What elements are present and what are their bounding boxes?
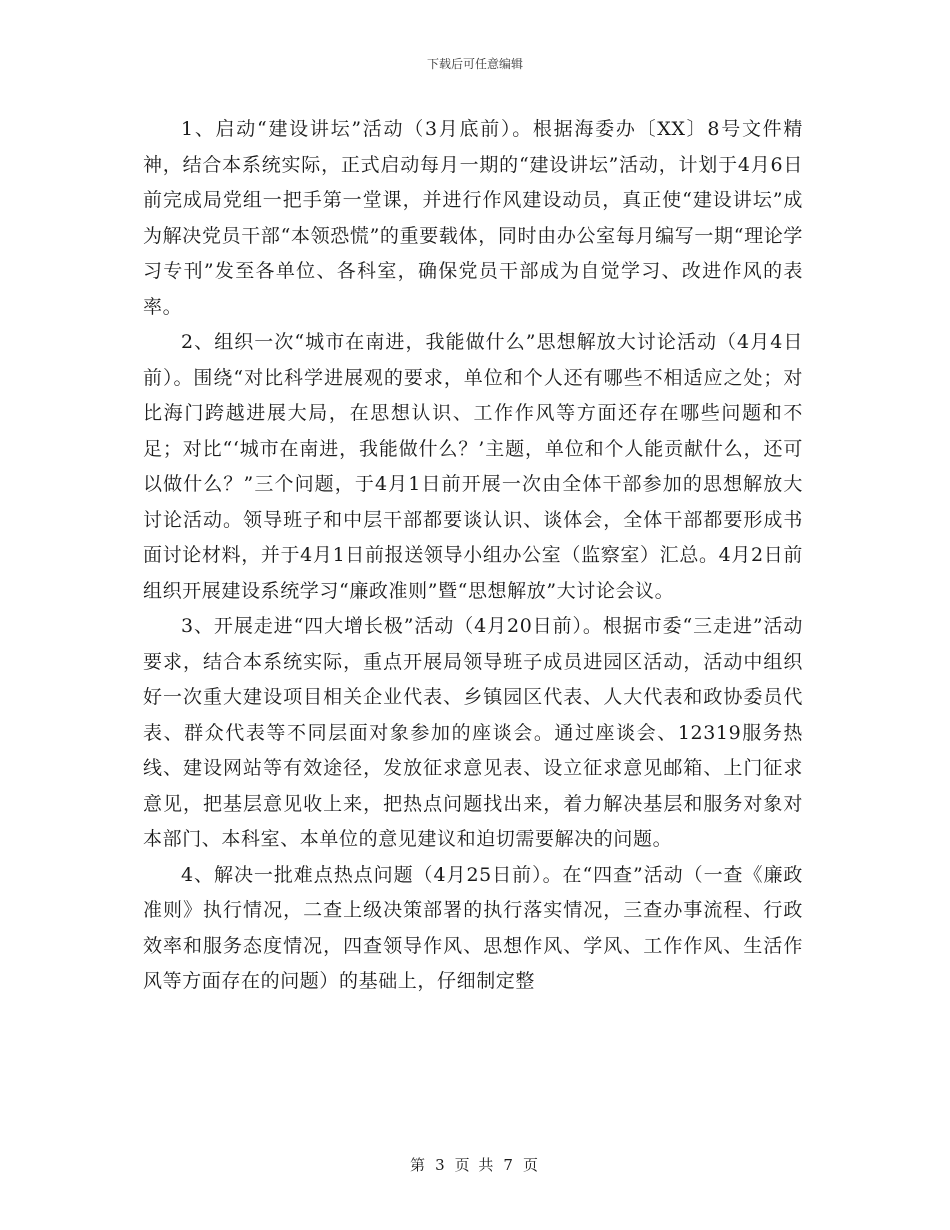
page-footer [0,1154,950,1175]
footer-middle: 页 共 [454,1156,496,1174]
document-body [143,112,803,1000]
paragraph-3: 3、开展走进“四大增长极”活动（4月20日前）。根据市委“三走进”活动要求，结合本系统实际，重点开展局领导班子成员进园区活动，活动中组织好一次重大建设项目相关企业代表、乡镇园区代表、人大代表和政协委员代表、群众代表等不同层面对象参加的座谈会。通过座谈会、12319服务热线、建设网站等有效途径，发放征求意见表、设立征求意见邮箱、上门征求意见，把基层意见收上来，把热点问题找出来，着力解决基层和服务对象对本部门、本科室、本单位的意见建议和迫切需要解决的问题。 [143,615,803,850]
footer-suffix: 页 [522,1156,540,1174]
page-header-note: 下载后可任意编辑 [426,57,523,71]
footer-current-page: 3 [435,1156,447,1174]
paragraph-1: 1、启动“建设讲坛”活动（3月底前）。根据海委办〔XX〕8号文件精神，结合本系统实际，正式启动每月一期的“建设讲坛”活动，计划于4月6日前完成局党组一把手第一堂课，并进行作风建设动员，真正使“建设讲坛”成为解决党员干部“本领恐慌”的重要载体，同时由办公室每月编写一期“理论学习专刊”发至各单位、各科室，确保党员干部成为自觉学习、改进作风的表率。 [143,118,803,318]
paragraph-2: 2、组织一次“城市在南进，我能做什么”思想解放大讨论活动（4月4日前）。围绕“对比科学进展观的要求，单位和个人还有哪些不相适应之处；对比海门跨越进展大局，在思想认识、工作作风等方面还存在哪些问题和不足；对比“‘城市在南进，我能做什么？’主题，单位和个人能贡献什么，还可以做什么？”三个问题，于4月1日前开展一次由全体干部参加的思想解放大讨论活动。领导班子和中层干部都要谈认识、谈体会，全体干部都要形成书面讨论材料，并于4月1日前报送领导小组办公室（监察室）汇总。4月2日前组织开展建设系统学习“廉政准则”暨“思想解放”大讨论会议。 [143,331,803,602]
footer-total-pages: 7 [503,1156,515,1174]
paragraph-4: 4、解决一批难点热点问题（4月25日前）。在“四查”活动（一查《廉政准则》执行情况，二查上级决策部署的执行落实情况，三查办事流程、行政效率和服务态度情况，四查领导作风、思想作风、学风、工作作风、生活作风等方面存在的问题）的基础上，仔细制定整 [143,863,803,992]
footer-prefix: 第 [410,1156,428,1174]
